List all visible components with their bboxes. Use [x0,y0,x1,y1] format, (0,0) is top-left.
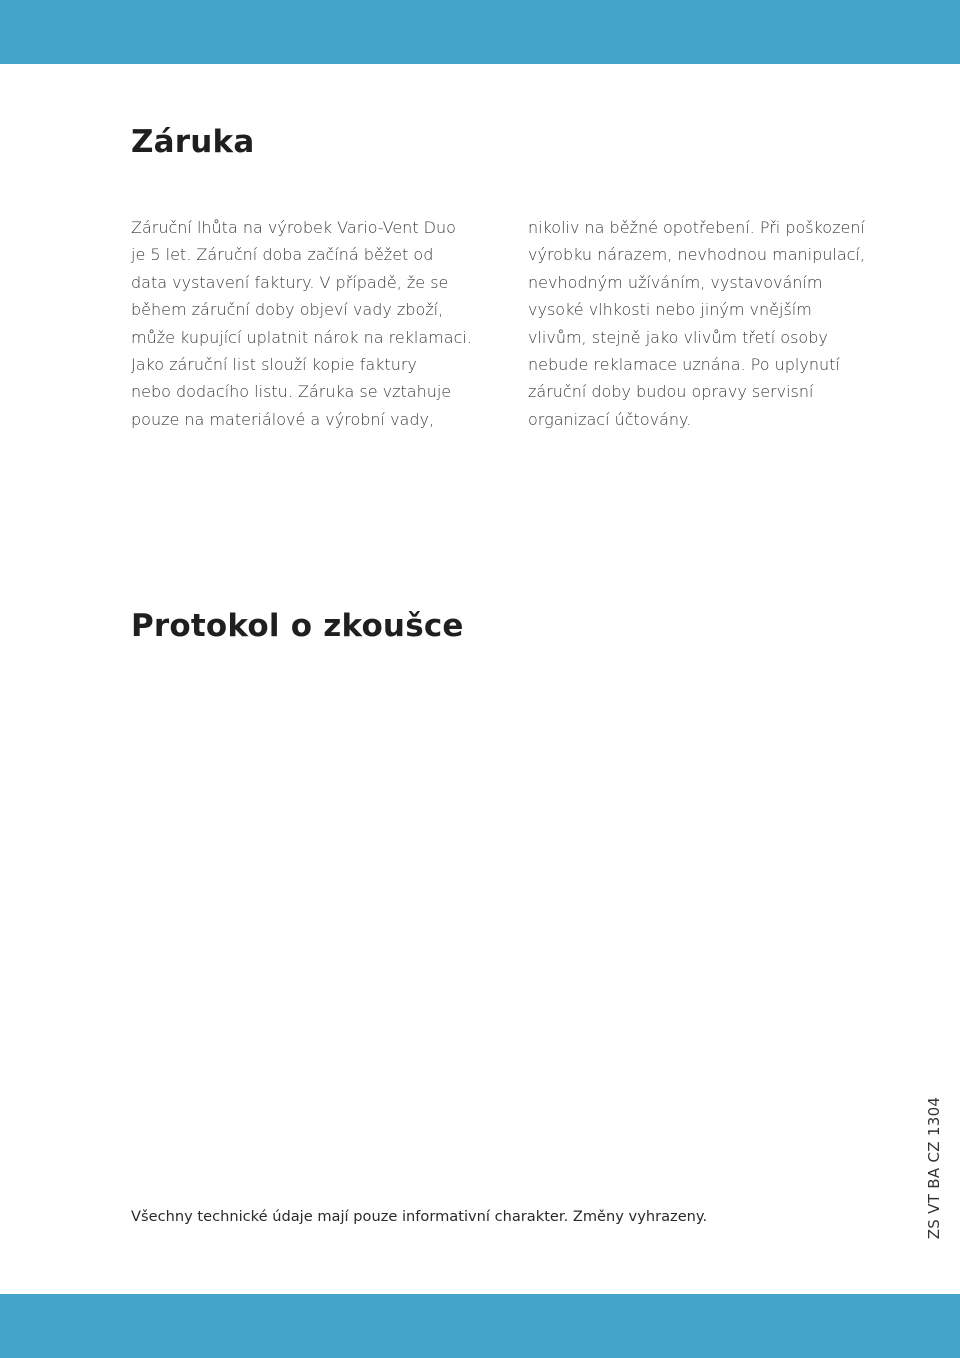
text-line: nebo dodacího listu. Záruka se vztahuje [131,382,452,402]
text-line: pouze na materiálové a výrobní vady, [131,409,435,429]
warranty-text-column-left [131,214,491,433]
text-line: data vystavení faktury. V případě, že se [131,272,449,292]
technical-disclaimer: Všechny technické údaje mají pouze informativní charakter. Změny vyhrazeny. [131,1208,708,1225]
text-line: může kupující uplatnit nárok na reklamaci. [131,327,472,347]
text-line: záruční doby budou opravy servisní [528,382,814,402]
text-line: nevhodným užíváním, vystavováním [528,272,823,292]
text-line: Záruční lhůta na výrobek Vario-Vent Duo [131,218,456,237]
test-protocol-heading: Protokol o zkoušce [131,608,464,644]
warranty-heading: Záruka [131,124,255,160]
text-line: výrobku nárazem, nevhodnou manipulací, [528,245,865,265]
document-code: ZS VT BA CZ 1304 [925,1096,943,1240]
text-line: Jako záruční list slouží kopie faktury [131,355,417,375]
text-line: nebude reklamace uznána. Po uplynutí [528,355,840,375]
text-line: během záruční doby objeví vady zboží, [131,300,444,320]
text-line: vlivům, stejně jako vlivům třetí osoby [528,327,828,347]
top-color-band [0,0,960,64]
text-line: je 5 let. Záruční doba začíná běžet od [131,245,434,265]
text-line: nikoliv na běžné opotřebení. Při poškození [528,218,865,237]
text-line: organizací účtovány. [528,409,692,429]
warranty-text-column-right [528,214,888,433]
bottom-color-band [0,1294,960,1358]
text-line: vysoké vlhkosti nebo jiným vnějším [528,300,812,320]
